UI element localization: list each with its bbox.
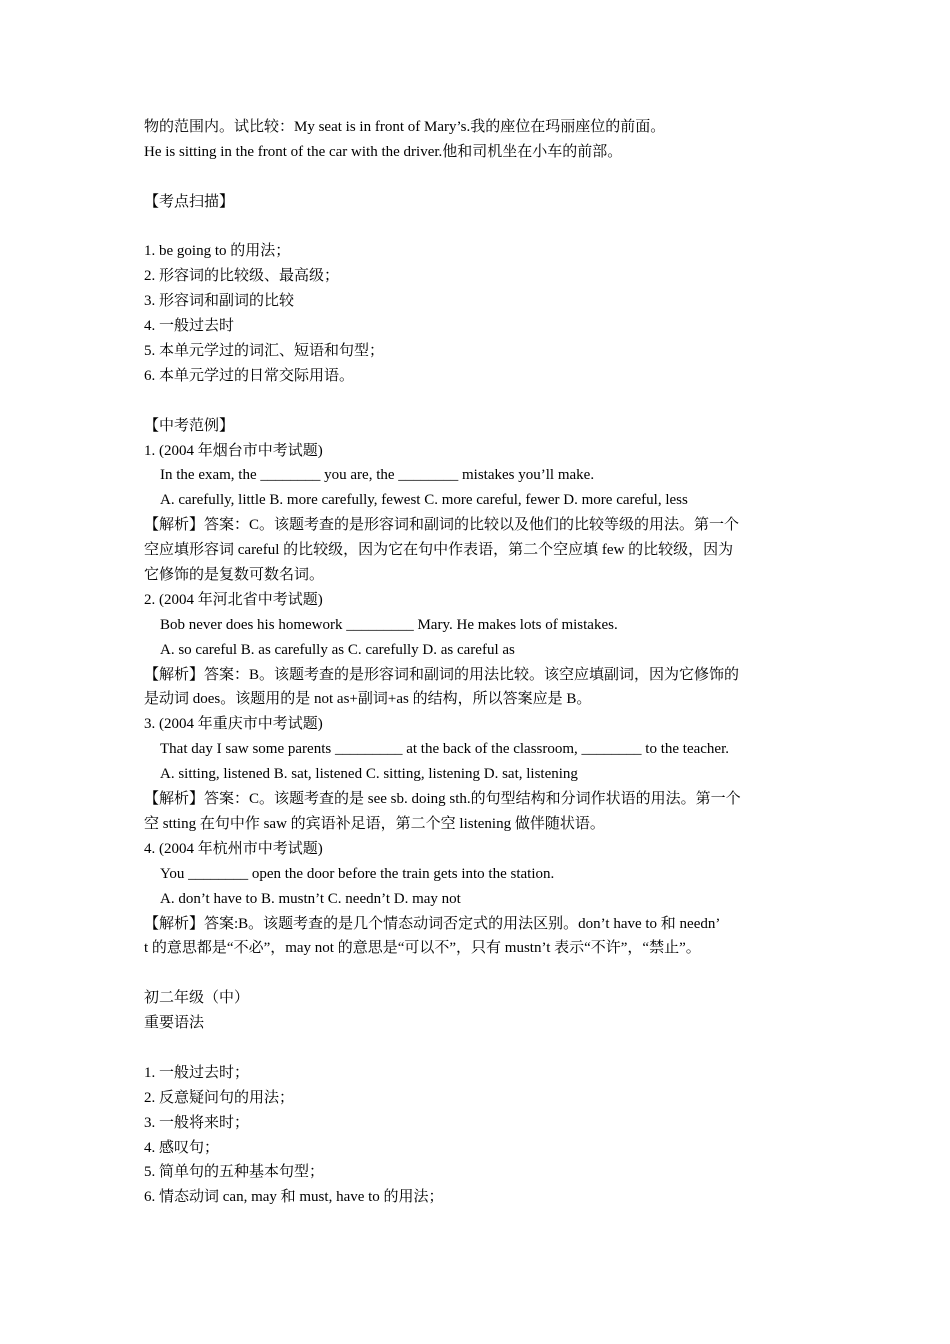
question-options: A. don’t have to B. mustn’t C. needn’t D. may not xyxy=(160,890,461,907)
question-text: You ________ open the door before the train gets into the station. xyxy=(160,865,555,882)
list-item: 3. 形容词和副词的比较 xyxy=(144,293,295,310)
list-item: 1. 一般过去时； xyxy=(144,1064,250,1081)
text-line: 物的范围内。试比较：My seat is in front of Mary’s.我的座位在玛丽座位的前面。 xyxy=(144,119,666,135)
question-source: 1. (2004 年烟台市中考试题) xyxy=(144,442,323,459)
section-heading-exam-points: 【考点扫描】 xyxy=(144,193,235,210)
grade-heading: 初二年级（中） xyxy=(144,990,250,1007)
section-heading-examples: 【中考范例】 xyxy=(144,417,235,434)
blank-line xyxy=(144,215,824,240)
list-item: 6. 情态动词 can, may 和 must, have to 的用法； xyxy=(144,1189,444,1206)
question-options: A. sitting, listened B. sat, listened C. sitting, listening D. sat, listening xyxy=(160,766,578,783)
list-item: 1. be going to 的用法； xyxy=(144,243,291,260)
analysis-text: 空应填形容词 careful 的比较级，因为它在句中作表语，第二个空应填 few 的比较级，因为 xyxy=(144,542,734,559)
grammar-heading: 重要语法 xyxy=(144,1015,205,1032)
document-page xyxy=(144,115,824,1210)
analysis-text: 【解析】答案：B。该题考查的是形容词和副词的用法比较。该空应填副词，因为它修饰的 xyxy=(144,666,740,683)
question-source: 4. (2004 年杭州市中考试题) xyxy=(144,840,323,857)
list-item: 6. 本单元学过的日常交际用语。 xyxy=(144,367,355,384)
question-text: That day I saw some parents _________ at the back of the classroom, ________ to the teacher. xyxy=(160,741,730,758)
analysis-text: 空 stting 在句中作 saw 的宾语补足语，第二个空 listening 做伴随状语。 xyxy=(144,815,605,832)
question-text: Bob never does his homework _________ Mary. He makes lots of mistakes. xyxy=(160,616,618,633)
list-item: 3. 一般将来时； xyxy=(144,1114,250,1131)
question-options: A. carefully, little B. more carefully, fewest C. more careful, fewer D. more careful, less xyxy=(160,492,688,509)
list-item: 5. 本单元学过的词汇、短语和句型； xyxy=(144,343,385,360)
text-line: He is sitting in the front of the car with the driver.他和司机坐在小车的前部。 xyxy=(144,143,623,160)
blank-line xyxy=(144,1036,824,1061)
blank-line xyxy=(144,389,824,414)
question-source: 3. (2004 年重庆市中考试题) xyxy=(144,716,323,733)
list-item: 2. 反意疑问句的用法； xyxy=(144,1089,295,1106)
question-text: In the exam, the ________ you are, the ________ mistakes you’ll make. xyxy=(160,467,595,484)
analysis-text: 【解析】答案：C。该题考查的是形容词和副词的比较以及他们的比较等级的用法。第一个 xyxy=(144,517,740,534)
list-item: 2. 形容词的比较级、最高级； xyxy=(144,268,340,285)
analysis-text: 【解析】答案：C。该题考查的是 see sb. doing sth.的句型结构和分词作状语的用法。第一个 xyxy=(144,791,741,808)
list-item: 5. 简单句的五种基本句型； xyxy=(144,1164,325,1181)
analysis-text: 【解析】答案:B。该题考查的是几个情态动词否定式的用法区别。don’t have to 和 needn’ xyxy=(144,915,721,932)
question-source: 2. (2004 年河北省中考试题) xyxy=(144,591,323,608)
analysis-text: 它修饰的是复数可数名词。 xyxy=(144,567,325,584)
list-item: 4. 感叹句； xyxy=(144,1139,220,1156)
blank-line xyxy=(144,165,824,190)
analysis-text: 是动词 does。该题用的是 not as+副词+as 的结构，所以答案应是 B。 xyxy=(144,691,592,708)
question-options: A. so careful B. as carefully as C. carefully D. as careful as xyxy=(160,641,515,658)
list-item: 4. 一般过去时 xyxy=(144,318,235,335)
analysis-text: t 的意思都是“不必”，may not 的意思是“可以不”，只有 mustn’t 表示“不许”，“禁止”。 xyxy=(144,940,701,957)
blank-line xyxy=(144,961,824,986)
